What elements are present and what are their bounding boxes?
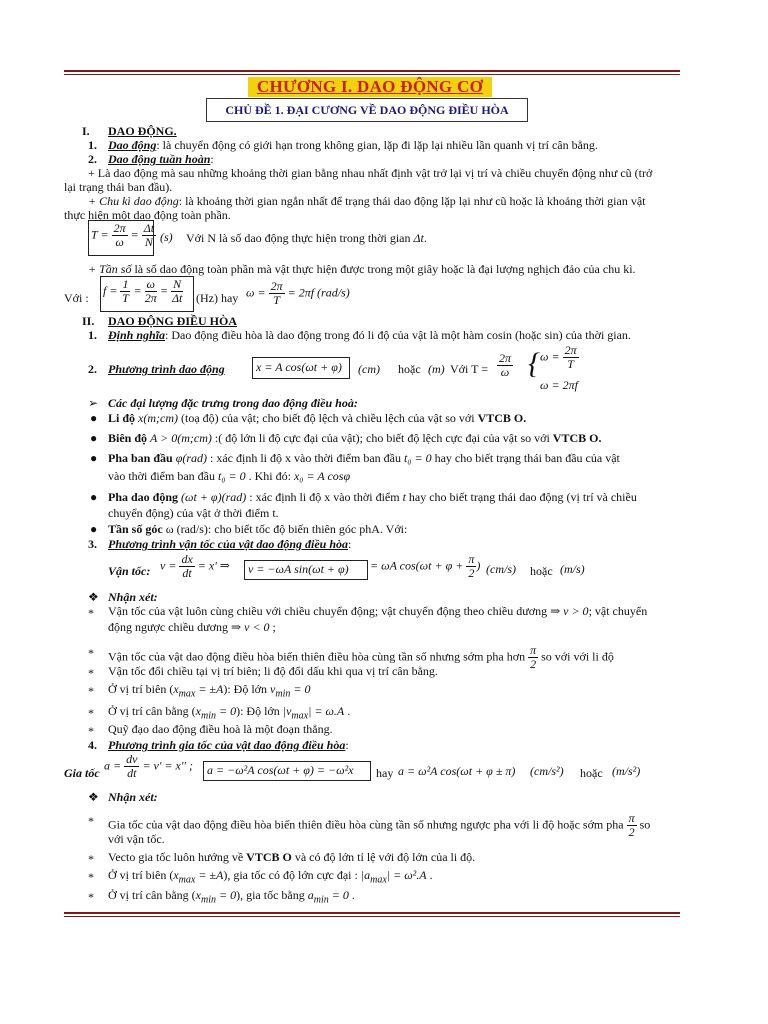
T-formula: $\frac{2\pi}{\omega}$ xyxy=(499,351,512,379)
velocity-cos: = ωA cos(ωt + φ + $\frac{\pi}{2}$ ) xyxy=(370,552,481,580)
star-bullet: * xyxy=(88,890,94,904)
definition-text: : là chuyển động có giới hạn trong không gian, lặp đi lặp lại nhiều lần quanh vị trí cân bằng. xyxy=(156,138,598,152)
term: + Chu kì dao động xyxy=(88,194,179,208)
note-line: Vận tốc của vật dao động điều hòa biến thiên điều hòa cùng tần số nhưng sớm pha hơn $\frac{\pi}{2}$ so với với li độ xyxy=(108,643,614,671)
equation: x = A cos(ωt + φ) xyxy=(256,360,342,374)
bullet-dot: ● xyxy=(90,411,98,425)
bullet-line: Li độ x(m;cm) (toạ độ) của vật; cho biết độ lệch và chiều lệch của vật so với VTCB O. xyxy=(108,411,527,425)
text: so với với li độ xyxy=(541,649,614,664)
unit: (cm) xyxy=(358,362,380,376)
text: Vận tốc của vật dao động điều hòa biến thiên điều hòa cùng tần số nhưng sớm pha hơn xyxy=(108,649,526,664)
note-line: động ngược chiều dương ⇒ v < 0 ; xyxy=(108,620,276,634)
bullet-line: Pha ban đầu φ(rad) : xác định li độ x vào thời điểm ban đầu t₀ = 0 hay cho biết trạng thái ban đầu của vật xyxy=(108,451,620,465)
paragraph-line: lại trạng thái ban đầu). xyxy=(64,180,173,194)
bullet-dot: ● xyxy=(90,522,98,536)
text: : xác định li độ x vào thời điểm ban đầu xyxy=(210,451,401,465)
unit: (m) xyxy=(428,362,445,376)
or-label: hoặc xyxy=(580,766,603,780)
bullet-line: chuyển động) của vật ở thời điểm t. xyxy=(108,506,279,520)
velocity-formula: v = −ωA sin(ωt + φ) xyxy=(248,562,349,576)
text: ω (rad/s): cho biết tốc độ biến thiên góc phA. Với: xyxy=(165,522,408,536)
subheading: Các đại lượng đặc trưng trong dao động điều hoà: xyxy=(108,396,358,410)
star-bullet: * xyxy=(88,706,94,720)
note-line: với vận tốc. xyxy=(108,832,165,846)
omega-formula: ω = $\frac{2\pi}{T}$ = 2πf (rad/s) xyxy=(246,279,350,307)
frequency-line xyxy=(88,262,636,276)
bullet-line: vào thời điểm ban đầu t₀ = 0 . Khi đó: x₀ = A cosφ xyxy=(108,469,351,483)
term-line xyxy=(108,537,351,551)
period-unit: (s) xyxy=(160,230,173,244)
note-line: Gia tốc của vật dao động điều hòa biến thiên điều hòa cùng tần số nhưng ngược pha với li độ hoặc sớm pha $\frac{\pi}{2}$ so xyxy=(108,811,651,839)
chapter-title: CHƯƠNG I. DAO ĐỘNG CƠ xyxy=(248,77,492,97)
term: VTCB O. xyxy=(477,411,527,425)
text: Ở vị trí cân bằng ( xyxy=(108,704,196,718)
note-line: Vận tốc của vật luôn cùng chiều với chiều chuyển động; vật chuyển động theo chiều dương ⇒ v > 0; vật chuyển xyxy=(108,604,648,618)
note-line: Ở vị trí biên $(x_{max} = \pm A)$: Độ lớn $v_{min} = 0$ xyxy=(108,682,311,700)
star-bullet: * xyxy=(88,724,94,738)
paragraph-line xyxy=(88,194,646,208)
text: Ở vị trí biên ( xyxy=(108,868,174,882)
text: Vecto gia tốc luôn hướng về xyxy=(108,850,244,864)
bullet-dot: ● xyxy=(90,490,98,504)
unit: (m/s²) xyxy=(612,764,641,778)
term: Dao động tuần hoàn xyxy=(108,152,211,166)
text: động ngược chiều dương xyxy=(108,620,229,634)
bullet-dot: ● xyxy=(90,451,98,465)
arrow-bullet: ➢ xyxy=(88,396,99,410)
text: vào thời điểm ban đầu xyxy=(108,469,215,483)
text: là số dao động toàn phần mà vật thực hiện được trong một giây hoặc là đại lượng nghịch đảo của chu kì. xyxy=(134,262,636,276)
unit: (m/s) xyxy=(560,562,585,576)
omega-case: ω = $\frac{2\pi}{T}$ xyxy=(540,343,577,371)
star-bullet: * xyxy=(88,684,94,698)
text: (toạ độ) của vật; cho biết độ lệch và chiều lệch của vật so với xyxy=(181,411,475,425)
text: : xác định li độ x vào thời điểm xyxy=(249,490,400,504)
text: :( độ lớn li độ cực đại của vật); cho biết độ lệch cực đại của vật so với xyxy=(214,431,550,445)
term: Định nghĩa xyxy=(108,328,166,342)
acceleration-def: a = $\frac{dv}{dt}$ = v' = x'' ; xyxy=(104,752,193,780)
text: Ở vị trí cân bằng ( xyxy=(108,888,196,902)
star-bullet: * xyxy=(88,814,94,828)
section-number: I. xyxy=(82,124,90,138)
definition-line xyxy=(108,138,598,152)
star-bullet: * xyxy=(88,646,94,660)
unit: (cm/s) xyxy=(486,562,516,576)
term: Li độ xyxy=(108,411,136,425)
omega-case: ω = 2πf xyxy=(540,378,578,392)
diamond-bullet: ❖ xyxy=(88,790,99,804)
unit: (cm/s²) xyxy=(530,764,564,778)
or-label: hay xyxy=(376,766,394,780)
text: ): Độ lớn xyxy=(236,704,280,718)
acceleration-formula: a = −ω²A cos(ωt + φ) = −ω²x xyxy=(207,763,354,777)
period-formula: T = $\frac{2\pi}{\omega}$ = $\frac{\Delta t}{N}$ xyxy=(91,221,155,249)
item-number: 2. xyxy=(88,152,97,166)
text: Với N là số dao động thực hiện trong thời gian xyxy=(186,231,411,245)
text: Gia tốc của vật dao động điều hòa biến thiên điều hòa cùng tần số nhưng ngược pha với li độ hoặc sớm pha xyxy=(108,817,624,832)
term: Biên độ xyxy=(108,431,148,445)
text: : là khoảng thời gian ngắn nhất để trạng thái dao động lặp lại như cũ hoặc là khoảng thời gian vật xyxy=(178,194,646,208)
star-bullet: * xyxy=(88,606,94,620)
item-number: 4. xyxy=(88,738,97,752)
note-line: Ở vị trí cân bằng $(x_{min} = 0)$, gia tốc bằng $a_{min} = 0$ . xyxy=(108,888,355,906)
star-bullet: * xyxy=(88,870,94,884)
diamond-bullet: ❖ xyxy=(88,590,99,604)
topic-subtitle: CHỦ ĐỀ 1. ĐẠI CƯƠNG VỀ DAO ĐỘNG ĐIỀU HÒA xyxy=(206,98,528,122)
term: + Tần số xyxy=(88,262,132,276)
item-number: 2. xyxy=(88,362,97,376)
note-line: Quỹ đạo dao động điều hoà là một đoạn thẳng. xyxy=(108,722,333,736)
colon: : xyxy=(345,738,349,752)
text: ; vật chuyển xyxy=(588,604,648,618)
bullet-line: Pha dao động (ωt + φ)(rad) : xác định li độ x vào thời điểm t hay cho biết trạng thái dao động (vị trí và chiều xyxy=(108,490,637,504)
section-heading: DAO ĐỘNG. xyxy=(108,124,177,138)
term: VTCB O. xyxy=(552,431,602,445)
frequency-formula: f = $\frac{1}{T}$ = $\frac{\omega}{2\pi}$ = $\frac{N}{\Delta t}$ xyxy=(103,277,183,305)
star-bullet: * xyxy=(88,666,94,680)
item-number: 1. xyxy=(88,328,97,342)
item-number: 3. xyxy=(88,537,97,551)
velocity-def: v = $\frac{dx}{dt}$ = x' ⇒ xyxy=(160,552,230,580)
note-line: Vận tốc đổi chiều tại vị trí biên; li độ đổi dấu khi qua vị trí cân bằng. xyxy=(108,664,438,678)
with-label: Với : xyxy=(64,291,89,305)
text: hay cho biết trạng thái ban đầu của vật xyxy=(434,451,620,465)
text: ): Độ lớn xyxy=(223,682,268,696)
colon: : xyxy=(348,537,352,551)
label: Gia tốc xyxy=(64,766,100,780)
term-line xyxy=(108,738,349,752)
text: . Khi đó: xyxy=(248,469,291,483)
star-bullet: * xyxy=(88,852,94,866)
text: ), gia tốc có độ lớn cực đại : xyxy=(223,868,358,882)
or-label: hoặc xyxy=(398,362,421,376)
term: Pha dao động xyxy=(108,490,179,504)
label: Vận tốc: xyxy=(108,564,151,578)
text: : Dao động điều hòa là dao động trong đó li độ của vật là một hàm cosin (hoặc sin) của thời gian. xyxy=(165,328,631,342)
note-line xyxy=(108,850,475,864)
term: Dao động xyxy=(108,138,157,152)
term: VTCB O xyxy=(246,850,292,864)
item-number: 1. xyxy=(88,138,97,152)
text: và có độ lớn tỉ lệ với độ lớn của li độ. xyxy=(294,850,476,864)
term-line xyxy=(108,152,214,166)
text: so xyxy=(639,817,651,832)
top-rule xyxy=(64,70,680,75)
hz-label: (Hz) hay xyxy=(196,291,239,305)
paragraph-line: + Là dao động mà sau những khoảng thời gian bằng nhau nhất định vật trở lại vị trí và chiều chuyển động như cũ (trở xyxy=(88,166,653,180)
note-line: Ở vị trí cân bằng $(x_{min} = 0)$: Độ lớn $|v_{max}| = \omega.A$ . xyxy=(108,704,351,722)
acceleration-cos: a = ω²A cos(ωt + φ ± π) xyxy=(398,764,516,778)
subheading: Nhận xét: xyxy=(108,790,158,804)
term: Tần số góc xyxy=(108,522,163,536)
with-T-label: Với T = xyxy=(450,362,489,376)
colon: : xyxy=(210,152,214,166)
paragraph-line: thực hiện một dao động toàn phần. xyxy=(64,208,231,222)
text: hay cho biết trạng thái dao động (vị trí và chiều xyxy=(408,490,637,504)
note-line: Ở vị trí biên $(x_{max} = \pm A)$, gia tốc có độ lớn cực đại : $|a_{max}| = \omega^2.A$ . xyxy=(108,868,433,886)
bullet-line: Biên độ A > 0(m;cm) :( độ lớn li độ cực đại của vật); cho biết độ lệch cực đại của vật so với VTCB O. xyxy=(108,431,602,445)
term: Phương trình dao động xyxy=(108,362,225,376)
subheading: Nhận xét: xyxy=(108,590,158,604)
section-number: II. xyxy=(82,314,95,328)
bullet-dot: ● xyxy=(90,431,98,445)
or-label: hoặc xyxy=(530,564,553,578)
period-note: Với N là số dao động thực hiện trong thời gian Δt. xyxy=(186,231,427,245)
term: Phương trình gia tốc của vật dao động điều hòa xyxy=(108,738,346,752)
section-heading: DAO ĐỘNG ĐIỀU HÒA xyxy=(108,314,238,328)
text: Vận tốc của vật luôn cùng chiều với chiều chuyển động; vật chuyển động theo chiều dương xyxy=(108,604,548,618)
bottom-rule xyxy=(64,912,680,917)
term: Pha ban đầu xyxy=(108,451,173,465)
text: ), gia tốc bằng xyxy=(236,888,305,902)
bullet-line xyxy=(108,522,407,536)
term: Phương trình vận tốc của vật dao động điều hòa xyxy=(108,537,348,551)
text: Ở vị trí biên ( xyxy=(108,682,174,696)
omega-cases: { xyxy=(528,347,540,380)
definition-line xyxy=(108,328,631,342)
